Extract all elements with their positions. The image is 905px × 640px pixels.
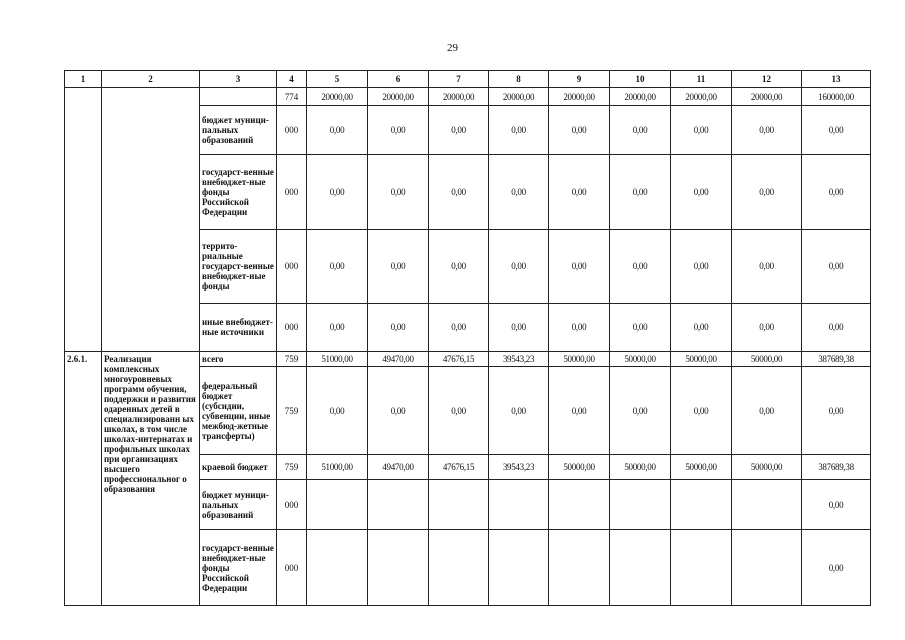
value-cell: 20000,00 [368, 88, 429, 106]
source-cell: всего [200, 352, 277, 367]
value-cell [671, 530, 732, 606]
value-cell: 0,00 [732, 154, 802, 230]
header-cell: 7 [429, 71, 489, 88]
value-cell: 0,00 [489, 106, 549, 154]
value-cell: 0,00 [489, 367, 549, 455]
value-cell: 0,00 [802, 367, 871, 455]
value-cell: 20000,00 [610, 88, 671, 106]
value-cell: 0,00 [549, 303, 610, 351]
value-cell [489, 480, 549, 530]
value-cell: 20000,00 [489, 88, 549, 106]
value-cell: 0,00 [368, 230, 429, 304]
value-cell: 0,00 [732, 230, 802, 304]
header-cell: 6 [368, 71, 429, 88]
value-cell: 39543,23 [489, 454, 549, 479]
value-cell: 50000,00 [549, 352, 610, 367]
value-cell: 50000,00 [671, 454, 732, 479]
header-cell: 8 [489, 71, 549, 88]
value-cell: 0,00 [489, 154, 549, 230]
value-cell: 50000,00 [610, 454, 671, 479]
value-cell: 0,00 [368, 303, 429, 351]
value-cell [429, 480, 489, 530]
value-cell: 0,00 [549, 367, 610, 455]
value-cell: 0,00 [671, 230, 732, 304]
code-cell: 000 [277, 530, 307, 606]
code-cell: 000 [277, 154, 307, 230]
value-cell: 0,00 [307, 303, 368, 351]
value-cell: 50000,00 [549, 454, 610, 479]
header-cell: 13 [802, 71, 871, 88]
value-cell: 0,00 [429, 303, 489, 351]
value-cell: 0,00 [429, 230, 489, 304]
continued-title-cell [102, 88, 200, 352]
value-cell [549, 480, 610, 530]
value-cell [429, 530, 489, 606]
value-cell: 387689,38 [802, 454, 871, 479]
value-cell: 0,00 [732, 367, 802, 455]
value-cell: 0,00 [671, 106, 732, 154]
value-cell: 0,00 [802, 230, 871, 304]
source-cell: государст-венные внебюджет-ные фонды Российской Федерации [200, 530, 277, 606]
header-cell: 9 [549, 71, 610, 88]
value-cell [610, 530, 671, 606]
value-cell: 50000,00 [610, 352, 671, 367]
source-cell: краевой бюджет [200, 454, 277, 479]
value-cell: 0,00 [802, 530, 871, 606]
value-cell: 39543,23 [489, 352, 549, 367]
code-cell: 000 [277, 480, 307, 530]
column-header-row [65, 71, 871, 88]
header-cell: 3 [200, 71, 277, 88]
value-cell: 0,00 [802, 106, 871, 154]
value-cell: 20000,00 [429, 88, 489, 106]
value-cell: 0,00 [671, 303, 732, 351]
page-number: 29 [447, 42, 458, 54]
value-cell [307, 530, 368, 606]
value-cell [610, 480, 671, 530]
value-cell: 0,00 [489, 303, 549, 351]
value-cell: 0,00 [732, 303, 802, 351]
value-cell: 51000,00 [307, 352, 368, 367]
value-cell [489, 530, 549, 606]
value-cell: 0,00 [368, 154, 429, 230]
value-cell: 20000,00 [307, 88, 368, 106]
header-cell: 5 [307, 71, 368, 88]
value-cell: 0,00 [610, 367, 671, 455]
source-cell: террито-риальные государст-венные внебюджет-ные фонды [200, 230, 277, 304]
source-cell: бюджет муници-пальных образований [200, 480, 277, 530]
value-cell: 387689,38 [802, 352, 871, 367]
value-cell [307, 480, 368, 530]
value-cell [671, 480, 732, 530]
source-cell: иные внебюджет-ные источники [200, 303, 277, 351]
code-cell: 759 [277, 367, 307, 455]
header-cell: 11 [671, 71, 732, 88]
budget-table [64, 70, 871, 606]
value-cell: 0,00 [610, 303, 671, 351]
value-cell: 0,00 [610, 154, 671, 230]
value-cell [368, 530, 429, 606]
value-cell: 0,00 [549, 154, 610, 230]
table-row [65, 352, 871, 367]
value-cell: 49470,00 [368, 454, 429, 479]
value-cell [732, 530, 802, 606]
value-cell: 0,00 [429, 367, 489, 455]
value-cell: 0,00 [802, 154, 871, 230]
value-cell: 0,00 [307, 106, 368, 154]
value-cell: 49470,00 [368, 352, 429, 367]
value-cell: 47676,15 [429, 454, 489, 479]
value-cell: 0,00 [549, 106, 610, 154]
value-cell: 0,00 [429, 154, 489, 230]
header-cell: 12 [732, 71, 802, 88]
value-cell: 0,00 [610, 230, 671, 304]
value-cell [549, 530, 610, 606]
value-cell: 0,00 [489, 230, 549, 304]
value-cell: 50000,00 [671, 352, 732, 367]
value-cell: 0,00 [802, 303, 871, 351]
value-cell: 20000,00 [671, 88, 732, 106]
value-cell: 47676,15 [429, 352, 489, 367]
value-cell: 0,00 [368, 106, 429, 154]
table-row [65, 88, 871, 106]
value-cell: 51000,00 [307, 454, 368, 479]
header-cell: 1 [65, 71, 102, 88]
value-cell: 160000,00 [802, 88, 871, 106]
header-cell: 4 [277, 71, 307, 88]
code-cell: 759 [277, 454, 307, 479]
code-cell: 000 [277, 106, 307, 154]
code-cell: 774 [277, 88, 307, 106]
value-cell: 0,00 [671, 367, 732, 455]
code-cell: 759 [277, 352, 307, 367]
value-cell [732, 480, 802, 530]
value-cell: 20000,00 [549, 88, 610, 106]
value-cell: 0,00 [429, 106, 489, 154]
value-cell [368, 480, 429, 530]
header-cell: 10 [610, 71, 671, 88]
value-cell: 0,00 [610, 106, 671, 154]
value-cell: 20000,00 [732, 88, 802, 106]
value-cell: 0,00 [732, 106, 802, 154]
value-cell: 0,00 [307, 367, 368, 455]
source-cell: федеральный бюджет (субсидии, субвенции, иные межбюд-жетные трансферты) [200, 367, 277, 455]
value-cell: 0,00 [307, 154, 368, 230]
value-cell: 0,00 [307, 230, 368, 304]
value-cell: 0,00 [368, 367, 429, 455]
source-cell: государст-венные внебюджет-ные фонды Российской Федерации [200, 154, 277, 230]
value-cell: 50000,00 [732, 352, 802, 367]
header-cell: 2 [102, 71, 200, 88]
measure-number: 2.6.1. [65, 352, 102, 606]
value-cell: 0,00 [802, 480, 871, 530]
code-cell: 000 [277, 230, 307, 304]
source-cell: бюджет муници-пальных образований [200, 106, 277, 154]
code-cell: 000 [277, 303, 307, 351]
value-cell: 50000,00 [732, 454, 802, 479]
source-cell [200, 88, 277, 106]
value-cell: 0,00 [549, 230, 610, 304]
continued-number-cell [65, 88, 102, 352]
measure-title: Реализация комплексных многоуровневых программ обучения, поддержки и развития одаренных детей в специализированн ых школах, в том числе школах-интернатах и профильных школах при организациях высшего профессиональног о образования [102, 352, 200, 606]
value-cell: 0,00 [671, 154, 732, 230]
